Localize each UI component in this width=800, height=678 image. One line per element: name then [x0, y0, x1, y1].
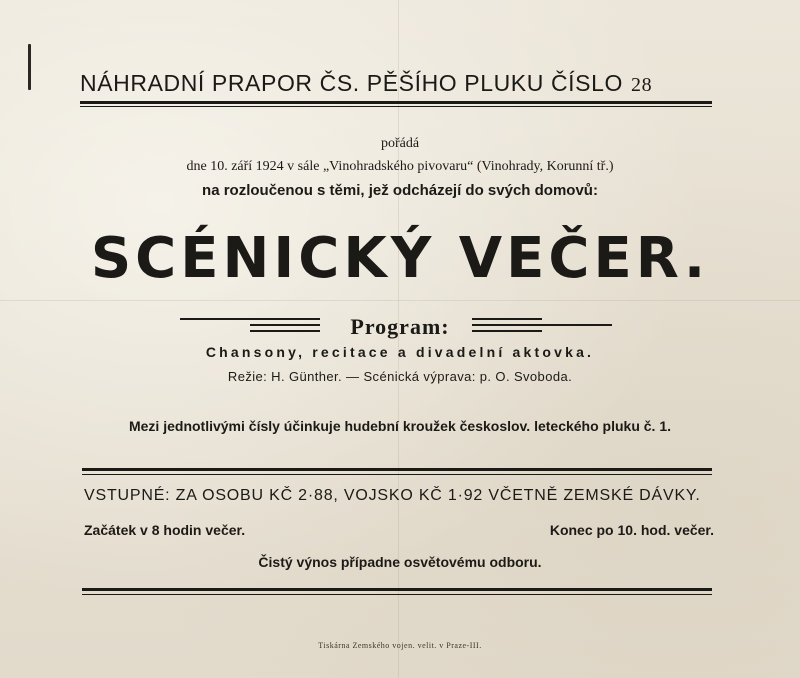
- footer-rule-thick: [82, 588, 712, 591]
- program-credits: Režie: H. Günther. — Scénická výprava: p. O. Svoboda.: [227, 369, 573, 384]
- program-content: Chansony, recitace a divadelní aktovka.: [205, 344, 595, 360]
- farewell-line: na rozloučenou s těmi, jež odcházejí do svých domovů:: [202, 182, 598, 199]
- proceeds-note: Čistý výnos případne osvětovému odboru.: [258, 554, 542, 570]
- heading-text: NÁHRADNÍ PRAPOR ČS. PĚŠÍHO PLUKU ČÍSLO: [80, 70, 623, 96]
- program-label: Program:: [350, 314, 450, 339]
- event-title: SCÉNICKÝ VEČER.: [90, 226, 710, 291]
- heading-rule-thick: [80, 101, 712, 104]
- program-ornament-right: [472, 318, 612, 336]
- admission-rule-top-thick: [82, 468, 712, 471]
- heading-rule-thin: [80, 106, 712, 107]
- event-date-venue: dne 10. září 1924 v sále „Vinohradského pivovaru“ (Vinohrady, Korunní tř.): [186, 159, 614, 174]
- admission-prices: VSTUPNÉ: ZA OSOBU KČ 2·88, VOJSKO KČ 1·92 VČETNĚ ZEMSKÉ DÁVKY.: [84, 487, 701, 504]
- end-time: Konec po 10. hod. večer.: [549, 522, 714, 538]
- poster-heading: [80, 70, 652, 97]
- staple-mark: [28, 44, 31, 90]
- printer-imprint: Tiskárna Zemského vojen. velit. v Praze-III.: [318, 641, 482, 650]
- organizer-verb: pořádá: [380, 136, 420, 151]
- admission-rule-top-thin: [82, 474, 712, 475]
- start-time: Začátek v 8 hodin večer.: [84, 522, 246, 538]
- heading-number: 28: [630, 74, 653, 96]
- music-note: Mezi jednotlivými čísly účinkuje hudební kroužek českoslov. leteckého pluku č. 1.: [128, 418, 672, 434]
- footer-rule-thin: [82, 594, 712, 595]
- paper-fold-horizontal: [0, 300, 800, 301]
